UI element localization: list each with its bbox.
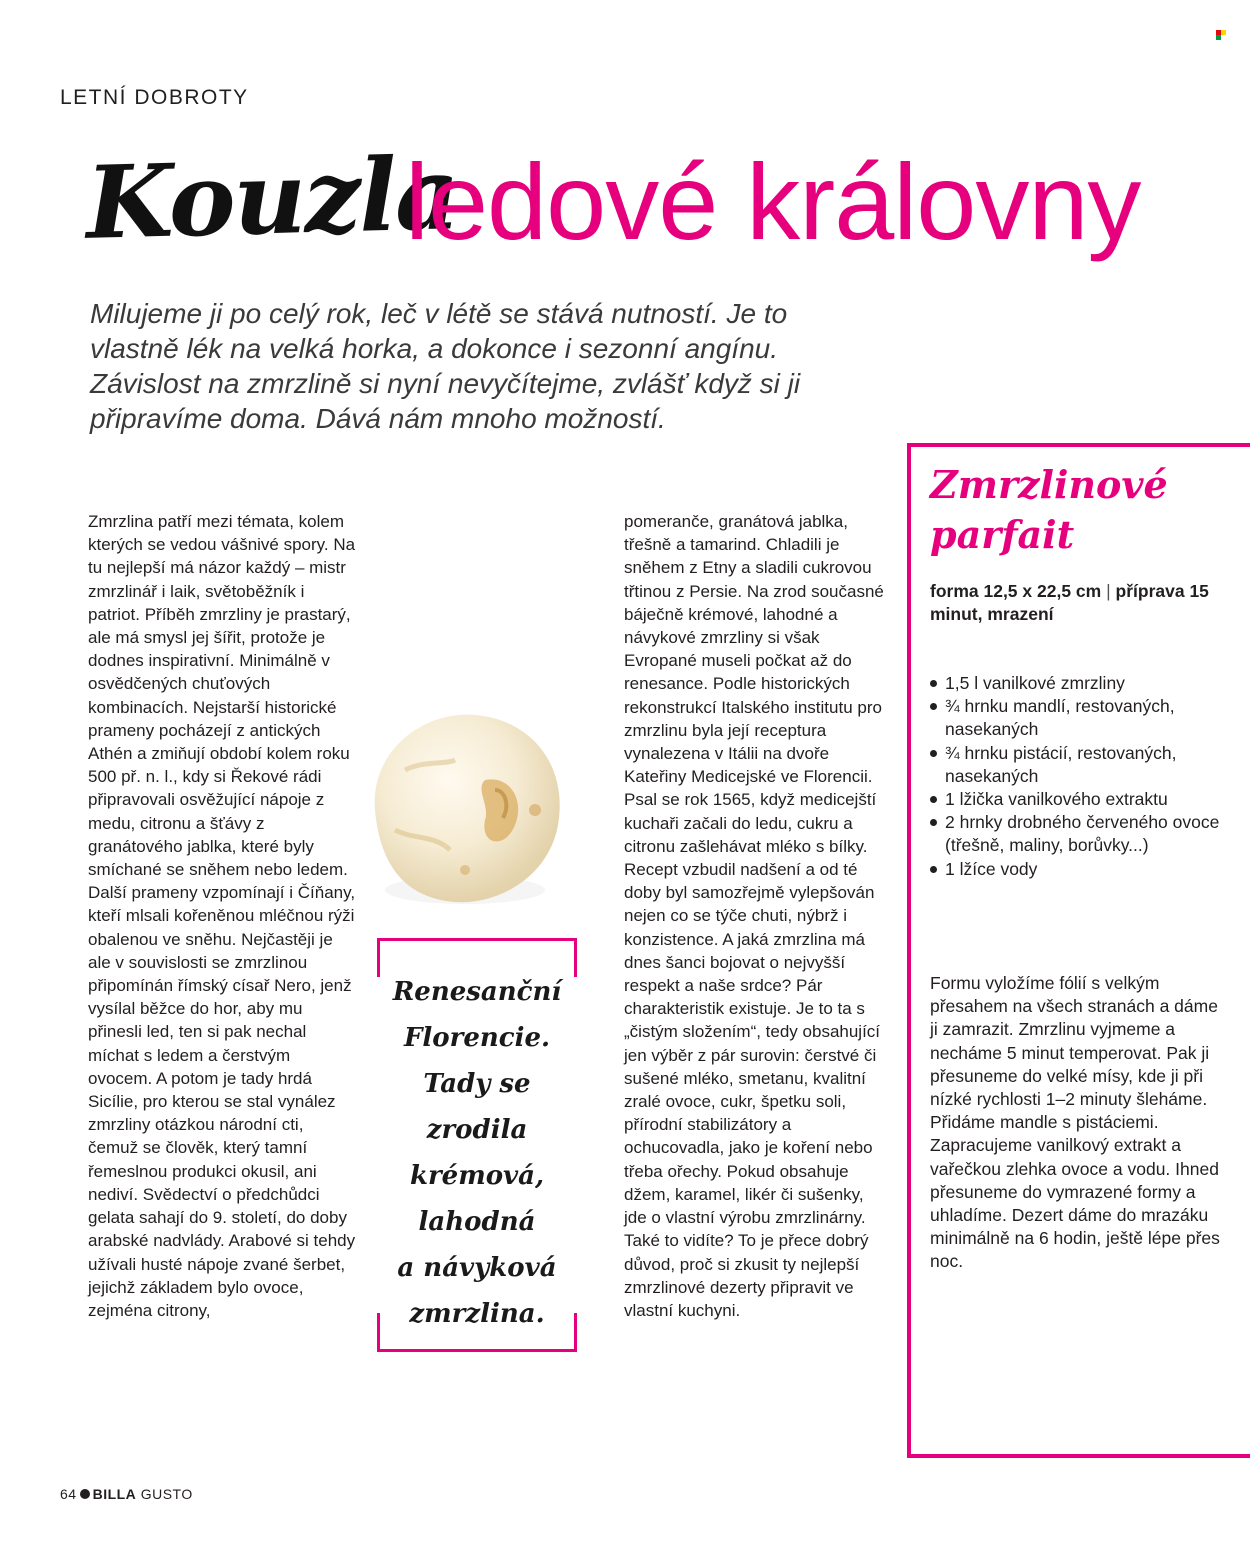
magazine-name: GUSTO [140,1486,193,1502]
ingredient-item: 1,5 l vanilkové zmrzliny [930,672,1230,695]
page-footer [60,1486,193,1502]
quote-line: Florencie. [403,1023,551,1053]
quote-line: zrodila [426,1115,528,1145]
quote-line: a návyková [397,1253,557,1283]
lead-paragraph: Milujeme ji po celý rok, leč v létě se stává nutností. Je to vlastně lék na velká horka, a dokonce i sezonní angínu. Závislost na zmrzlině si nyní nevyčítejme, zvlášť když si ji připravíme doma. Dává nám mnoho možností. [90,298,801,434]
recipe-prep-time: příprava 15 minut, mrazení [930,581,1209,624]
title-main: ledové královny [405,141,1141,262]
ingredient-item: ¾ hrnku mandlí, restovaných, nasekaných [930,695,1230,741]
corner-flag-icon [1216,30,1226,40]
section-label: LETNÍ DOBROTY [60,86,249,109]
article-text-col2: pomeranče, granátová jablka, třešně a tamarind. Chladili je sněhem z Etny a sladili cukrovou třtinou z Persie. Na zrod současné báječně krémové, lahodné a návykové zmrzliny si však Evropané museli počkat až do renesance. Podle historických rekonstrukcí Italského institutu pro zmrzlinu byla její receptura vynalezena v Itálii na dvoře Kateřiny Medicejské ve Florencii. Psal se rok 1565, když medicejští kuchaři začali do ledu, cukru a citronu zašlehávat mléko s bílky. Recept vzbudil nadšení a od té doby byl samozřejmě vylepšován nejen co se týče chuti, nýbrž i konzistence. A jaká zmrzlina má dnes šanci bojovat o nejvyšší respekt a naše srdce? Pár charakteristik existuje. Je to ta s „čistým složením“, tedy obsahující jen výběr z pár surovin: čerstvé či sušené mléko, smetanu, kvalitní zralé ovoce, cukr, špetku soli, přírodní stabilizátory a ochucovadla, jako je koření nebo třeba ořechy. Pokud obsahuje džem, karamel, likér či sušenky, jde o vlastní výrobu zmrzlinárny. Také to vidíte? To je přece dobrý důvod, proč si zkusit ty nejlepší zmrzlinové dezerty připravit ve vlastní kuchyni. [624,512,884,1320]
brand-name: BILLA [92,1486,137,1502]
quote-line: zmrzlina. [409,1299,545,1329]
article-column-2 [624,510,886,1322]
ingredient-item: 1 lžička vanilkového extraktu [930,788,1230,811]
recipe-meta [930,580,1230,626]
quote-line: Renesanční [392,977,562,1007]
page-number: 64 [60,1486,77,1502]
ingredient-item: 2 hrnky drobného červeného ovoce (třešně, maliny, borůvky...) [930,811,1230,857]
ingredient-list [930,672,1230,881]
article-column-1 [88,510,356,1322]
recipe-form-size: forma 12,5 x 22,5 cm [930,581,1102,601]
title-script-word: Kouzla [84,134,460,262]
recipe-title-line1: Zmrzlinové [930,462,1168,507]
pull-quote-box [377,938,577,1352]
ice-cream-scoop-image [345,690,585,920]
quote-line: lahodná [418,1207,536,1237]
ingredient-item: 1 lžíce vody [930,858,1230,881]
meta-separator: | [1106,581,1111,601]
bullet-dot-icon [80,1489,90,1499]
quote-line: krémová, [409,1161,545,1191]
pull-quote-text [377,969,577,1337]
article-text-col1: Zmrzlina patří mezi témata, kolem kterých se vedou vášnivé spory. Na tu nejlepší má názor každý – mistr zmrzlinář i laik, světoběžník i patriot. Příběh zmrzliny je prastarý, ale má smysl jej šířit, protože je dodnes inspirativní. Minimálně v osvědčených chuťových kombinacích. Nejstarší historické prameny pocházejí z antických Athén a zmiňují období kolem roku 500 př. n. l., kdy si Řekové rádi připravovali osvěžující nápoje z medu, citronu a šťávy z granátového jablka, které byly smíchané se sněhem nebo ledem. Další prameny vzpomínají i Číňany, kteří mlsali kořeněnou mléčnou rýži obalenou ve sněhu. Nejčastěji je ale v souvislosti se zmrzlinou připomínán římský císař Nero, jenž vysílal běžce do hor, aby mu přinesli led, ten si pak nechal míchat s ledem a čerstvým ovocem. A potom je tady hrdá Sicílie, pro kterou se stal vynález zmrzliny otázkou národní cti, čemuž se člověk, který tamní řemeslnou produkci okusil, ani nediví. Svědectví o předchůdci gelata sahají do 9. století, do doby arabské nadvlády. Arabové si tehdy užívali husté nápoje zvané šerbet, jejichž základem bylo ovoce, zejména citrony, [88,512,356,1320]
recipe-title [930,460,1230,560]
recipe-title-line2: parfait [930,512,1075,557]
quote-line: Tady se [423,1069,531,1099]
ingredient-item: ¾ hrnku pistácií, restovaných, nasekaných [930,742,1230,788]
recipe-method: Formu vyložíme fólií s velkým přesahem na všech stranách a dáme ji zamrazit. Zmrzlinu vyjmeme a necháme 5 minut temperovat. Pak ji přesuneme do velké mísy, kde ji při nízké rychlosti 1–2 minuty šleháme. Přidáme mandle s pistáciemi. Zapracujeme vanilkový extrakt a vařečkou zlehka ovoce a vodu. Ihned přesuneme do vymrazené formy a uhladíme. Dezert dáme do mrazáku minimálně na 6 hodin, ještě lépe přes noc. [930,973,1220,1272]
